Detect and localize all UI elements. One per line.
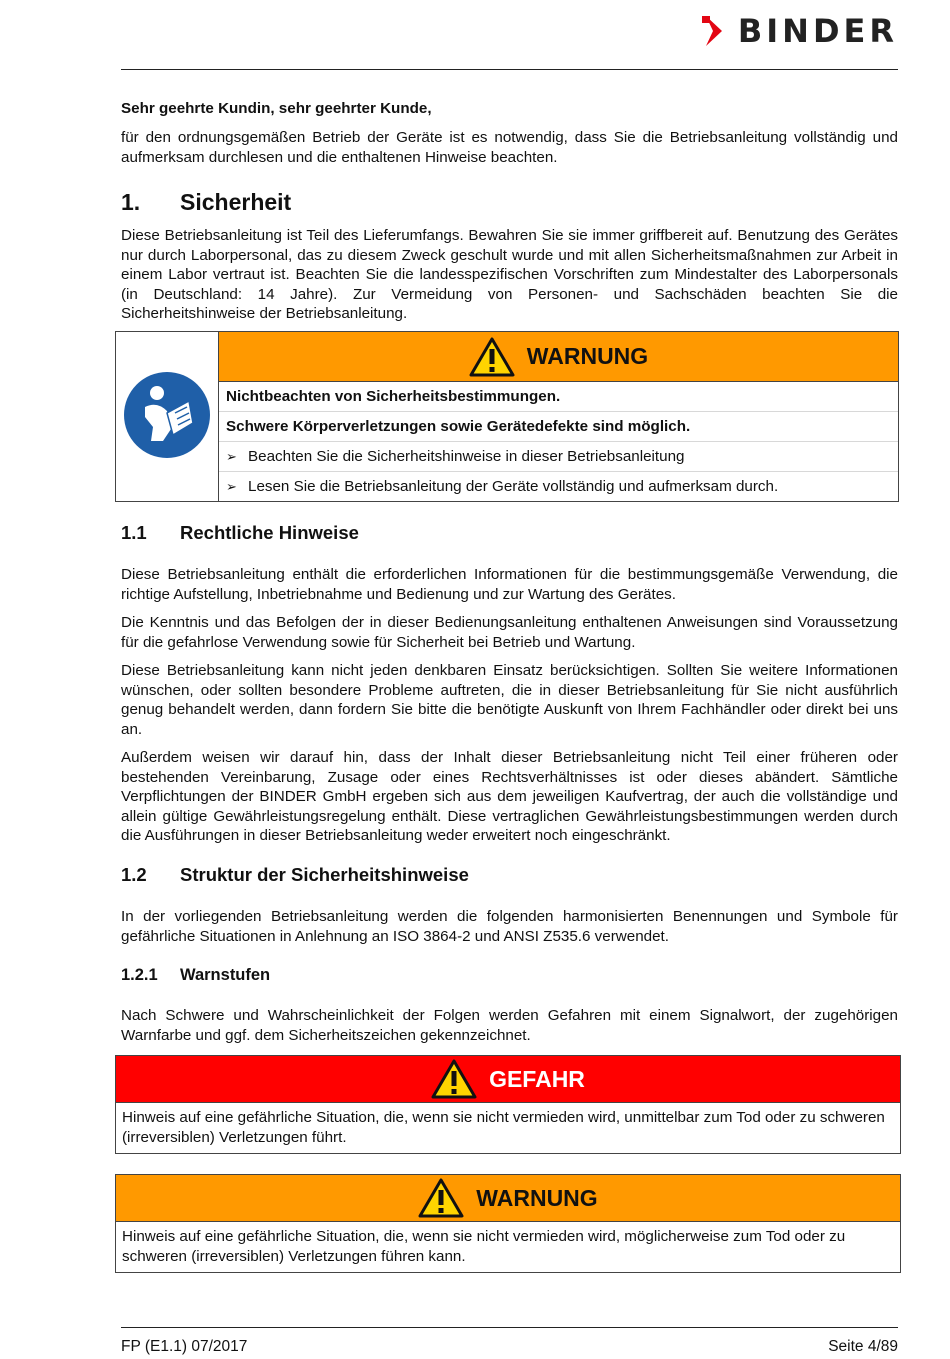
section-number: 1.2.1 xyxy=(121,966,158,984)
warning-signal-word: WARNUNG xyxy=(526,343,649,369)
section-1-1-heading xyxy=(121,522,898,544)
footer-rule xyxy=(121,1327,898,1328)
header-rule xyxy=(121,69,898,70)
warning-triangle-icon xyxy=(431,1059,477,1099)
section-title: Rechtliche Hinweise xyxy=(180,522,359,543)
section-number: 1. xyxy=(121,189,141,215)
section-title: Struktur der Sicherheitshinweise xyxy=(180,864,469,885)
greeting: Sehr geehrte Kundin, sehr geehrter Kunde, xyxy=(121,100,432,117)
warning-content-cell xyxy=(219,382,899,502)
section-1-2-heading xyxy=(121,864,898,886)
danger-box xyxy=(115,1055,901,1154)
warning-level-box xyxy=(115,1174,901,1273)
warning-bullet-2 xyxy=(219,472,898,501)
danger-signal-word: GEFAHR xyxy=(489,1065,585,1092)
danger-signal xyxy=(116,1056,900,1103)
section-1-1-paragraph-3: Diese Betriebsanleitung kann nicht jeden denkbaren Einsatz berücksichtigen. Sollten Sie weitere Informationen wünschen, oder sollten besondere Probleme auftreten, die in dieser Betriebsanleitung für Sie nicht ausführlich genug behandelt werden, dann fordern Sie bitte die benötigte Auskunft von Ihrem Fachhändler oder direkt bei uns an. xyxy=(121,662,898,738)
intro-text: für den ordnungsgemäßen Betrieb der Geräte ist es notwendig, dass Sie die Betriebsanleitung vollständig und aufmerksam durchlesen und die enthaltenen Hinweise beachten. xyxy=(121,129,898,166)
warning-line-1: Nichtbeachten von Sicherheitsbestimmungen. xyxy=(219,382,898,412)
footer-page-number: Seite 4/89 xyxy=(828,1338,898,1355)
warning-bullet-text: Lesen Sie die Betriebsanleitung der Geräte vollständig und aufmerksam durch. xyxy=(248,478,779,495)
warning-triangle-icon xyxy=(418,1178,464,1218)
section-1-2-1-heading xyxy=(121,966,898,985)
section-1-1-paragraph-4: Außerdem weisen wir darauf hin, dass der Inhalt dieser Betriebsanleitung nicht Teil einer früheren oder bestehenden Vereinbarung, Zusage oder eines Rechtsverhältnisses ist oder dieses abändert. Sämtliche Verpflichtungen der BINDER GmbH ergeben sich aus dem jeweiligen Kaufvertrag, der auch die vollständige und allein gültige Gewährleistungsregelung enthält. Diese vertraglichen Gewährleistungsbestimmungen werden durch die Ausführungen in dieser Betriebsanleitung weder erweitert noch eingeschränkt. xyxy=(121,749,898,844)
section-1-2-text: In der vorliegenden Betriebsanleitung werden die folgenden harmonisierten Benennungen und Symbole für gefährliche Situationen in Anlehnung an ISO 3864-2 und ANSI Z535.6 verwendet. xyxy=(121,908,898,945)
section-1-text: Diese Betriebsanleitung ist Teil des Lieferumfangs. Bewahren Sie sie immer griffbereit auf. Benutzung des Gerätes nur durch Laborpersonal, das zu diesem Zweck geschult wurde und mit allen Sicherheitsmaßnahmen zur Arbeit in einem Labor vertraut ist. Beachten Sie die landesspezifischen Vorschriften zum Mindestalter des Laborpersonals (in Deutschland: 14 Jahre). Zur Vermeidung von Personen- und Sachschäden beachten Sie die Sicherheitshinweise der Betriebsanleitung. xyxy=(121,227,898,322)
read-manual-icon xyxy=(123,371,211,459)
warning-level-text: Hinweis auf eine gefährliche Situation, die, wenn sie nicht vermieden wird, möglicherweise zum Tod oder zu schweren (irreversiblen) Verletzungen führen kann. xyxy=(122,1228,846,1265)
section-1-1-paragraph-1: Diese Betriebsanleitung enthält die erforderlichen Informationen für die bestimmungsgemäße Verwendung, die richtige Aufstellung, Inbetriebnahme und Bedienung und zur Wartung des Gerätes. xyxy=(121,566,898,603)
danger-text: Hinweis auf eine gefährliche Situation, die, wenn sie nicht vermieden wird, unmittelbar zum Tod oder zu schweren (irreversiblen) Verletzungen führt. xyxy=(122,1109,885,1146)
warning-table xyxy=(115,331,899,502)
footer-document-id: FP (E1.1) 07/2017 xyxy=(121,1338,248,1355)
warning-signal xyxy=(219,337,898,377)
binder-logo-mark-icon xyxy=(702,14,732,48)
warning-signal-cell xyxy=(219,332,899,382)
warning-bullet-1 xyxy=(219,442,898,472)
binder-logo xyxy=(702,12,898,50)
section-1-2-1-text: Nach Schwere und Wahrscheinlichkeit der Folgen werden Gefahren mit einem Signalwort, der zugehörigen Warnfarbe und ggf. dem Sicherheitszeichen gekennzeichnet. xyxy=(121,1007,898,1044)
warning-triangle-icon xyxy=(469,337,515,377)
section-1-1-paragraph-2: Die Kenntnis und das Befolgen der in dieser Bedienungsanleitung enthaltenen Anweisungen sind Voraussetzung für die gefahrlose Verwendung sowie für Sicherheit bei Betrieb und Wartung. xyxy=(121,614,898,651)
warning-bullet-text: Beachten Sie die Sicherheitshinweise in dieser Betriebsanleitung xyxy=(248,448,685,465)
section-1-heading xyxy=(121,189,898,216)
warning-level-signal-word: WARNUNG xyxy=(476,1184,598,1211)
section-title: Sicherheit xyxy=(180,189,292,215)
section-number: 1.1 xyxy=(121,522,147,543)
warning-level-signal xyxy=(116,1175,900,1222)
warning-line-2: Schwere Körperverletzungen sowie Gerätedefekte sind möglich. xyxy=(219,412,898,442)
mandatory-sign-cell xyxy=(116,332,219,502)
arrow-bullet-icon: ➢ xyxy=(226,478,237,494)
arrow-bullet-icon: ➢ xyxy=(226,448,237,464)
section-title: Warnstufen xyxy=(180,966,271,984)
brand-name: BINDER xyxy=(737,12,898,50)
section-number: 1.2 xyxy=(121,864,147,885)
